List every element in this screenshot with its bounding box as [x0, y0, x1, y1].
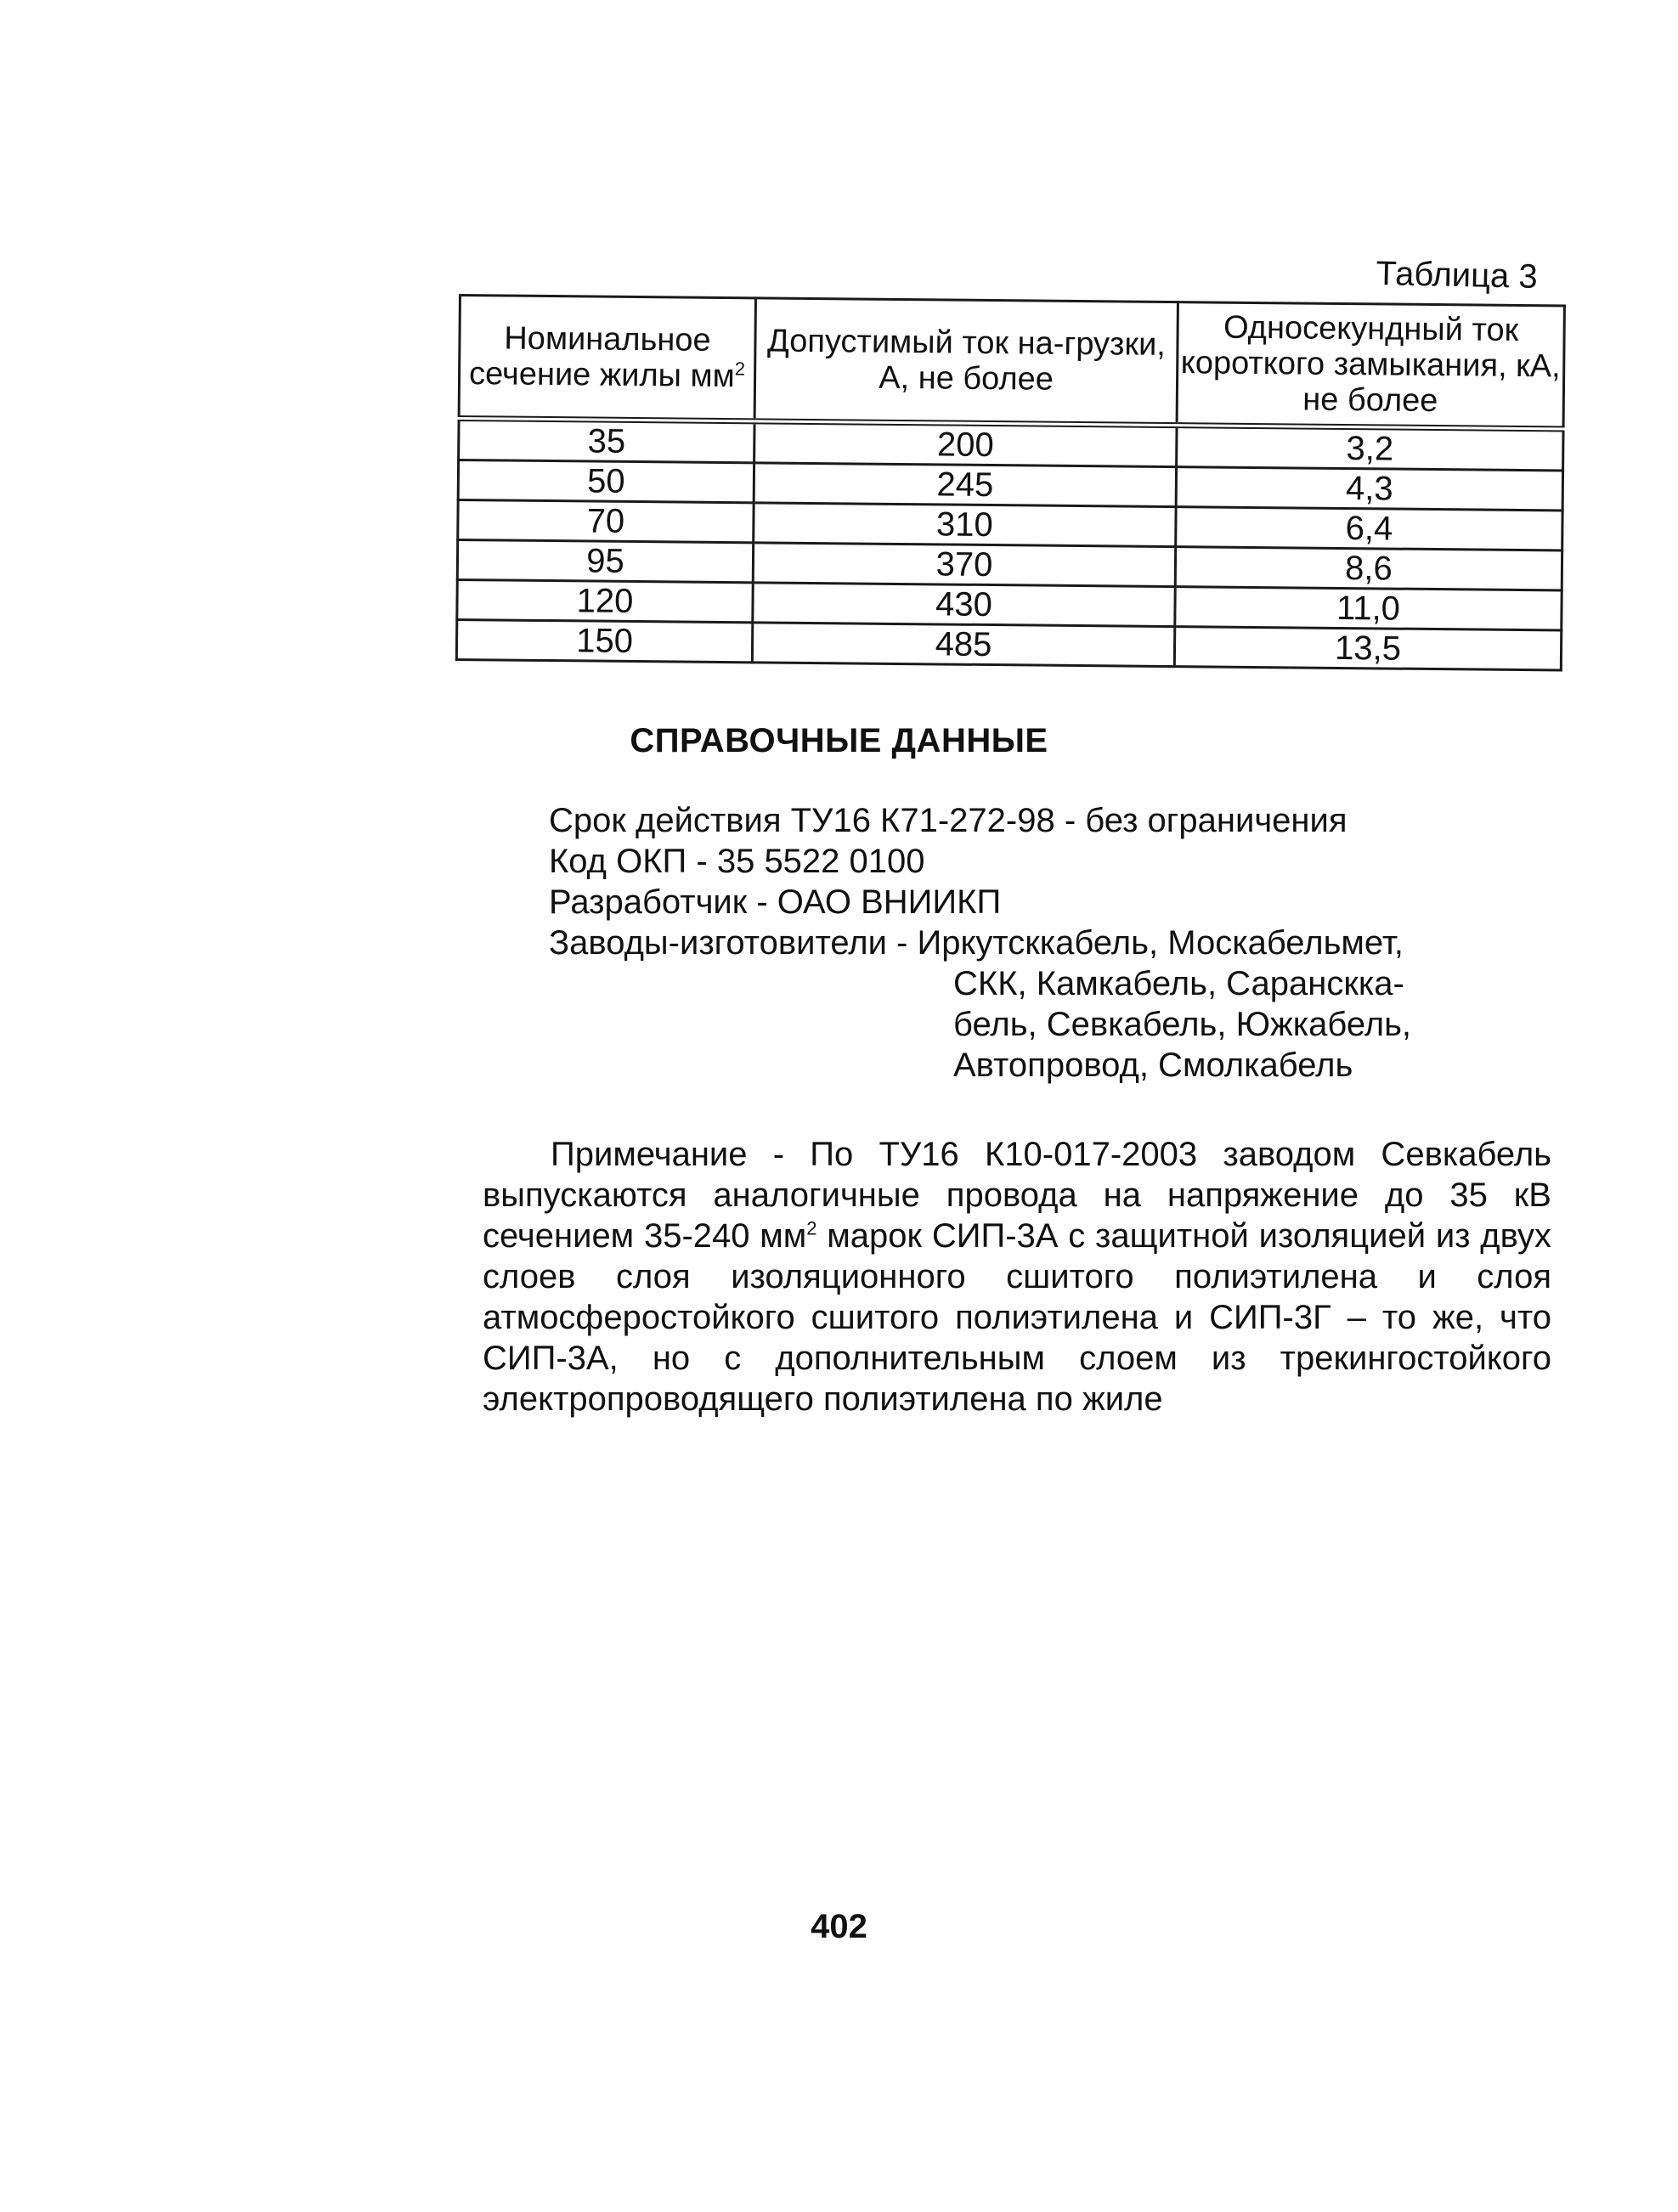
- cell-short-circuit: 3,2: [1177, 426, 1563, 471]
- cell-cross-section: 120: [457, 579, 753, 622]
- current-table: [455, 294, 1566, 671]
- header-cross-section: [459, 296, 755, 421]
- note-text-end: марок СИП-3А с защитной изоляцией из двух слоев слоя изоляционного сшитого полиэтилена и слоя атмосферостойкого сшитого полиэтилена и СИП-3Г – то же, что СИП-3А, но с дополнительным слоем из трекингостойкого электропроводящего полиэтилена по жиле: [483, 1217, 1551, 1418]
- cell-short-circuit: 6,4: [1176, 507, 1562, 550]
- note-unit-superscript: 2: [806, 1217, 817, 1239]
- cell-load-current: 245: [754, 463, 1176, 507]
- manufacturers-continuation: Автопровод, Смолкабель: [953, 1047, 1353, 1084]
- table-container: [455, 294, 1563, 671]
- cell-cross-section: 95: [457, 540, 753, 583]
- page-number: 402: [811, 1908, 867, 1945]
- cell-short-circuit: 4,3: [1176, 467, 1562, 511]
- manufacturers-continuation: бель, Севкабель, Южкабель,: [953, 1006, 1412, 1043]
- header-unit-superscript: 2: [734, 358, 746, 380]
- table-header-row: [459, 296, 1564, 429]
- cell-short-circuit: 11,0: [1175, 587, 1562, 630]
- header-short-circuit-current: Односекундный ток короткого замыкания, кА, не более: [1177, 302, 1564, 429]
- table-caption: Таблица 3: [1376, 254, 1539, 296]
- cell-load-current: 200: [754, 421, 1177, 467]
- cell-cross-section: 35: [459, 419, 754, 463]
- cell-load-current: 310: [754, 503, 1176, 547]
- cell-short-circuit: 8,6: [1175, 547, 1562, 590]
- cell-load-current: 485: [752, 623, 1174, 667]
- note-paragraph: [483, 1134, 1551, 1419]
- header-cross-section-text: Номинальное сечение жилы мм: [468, 320, 735, 395]
- cell-short-circuit: 13,5: [1174, 627, 1561, 670]
- reference-info-block: [549, 800, 1411, 1086]
- cell-cross-section: 50: [458, 460, 754, 503]
- cell-load-current: 370: [753, 543, 1175, 587]
- cell-cross-section: 70: [458, 500, 754, 543]
- cell-cross-section: 150: [456, 619, 752, 662]
- validity-line: Срок действия ТУ16 К71-272-98 - без ограничения: [549, 802, 1347, 839]
- note-text-start: Примечание - По ТУ16 К10-017-2003 заводом Севкабель выпускаются аналогичные провода на напряжение до 35 кВ сечением 35-240 мм: [483, 1136, 1551, 1255]
- developer-line: Разработчик - ОАО ВНИИКП: [549, 883, 1002, 921]
- okp-code-line: Код ОКП - 35 5522 0100: [549, 843, 925, 880]
- reference-data-heading: СПРАВОЧНЫЕ ДАННЫЕ: [630, 722, 1048, 759]
- header-load-current: Допустимый ток на-грузки, А, не более: [754, 298, 1178, 426]
- manufacturers-line: Заводы-изготовители - Иркутсккабель, Москабельмет,: [549, 924, 1404, 962]
- manufacturers-continuation: СКК, Камкабель, Саранскка-: [953, 965, 1404, 1002]
- cell-load-current: 430: [753, 583, 1175, 627]
